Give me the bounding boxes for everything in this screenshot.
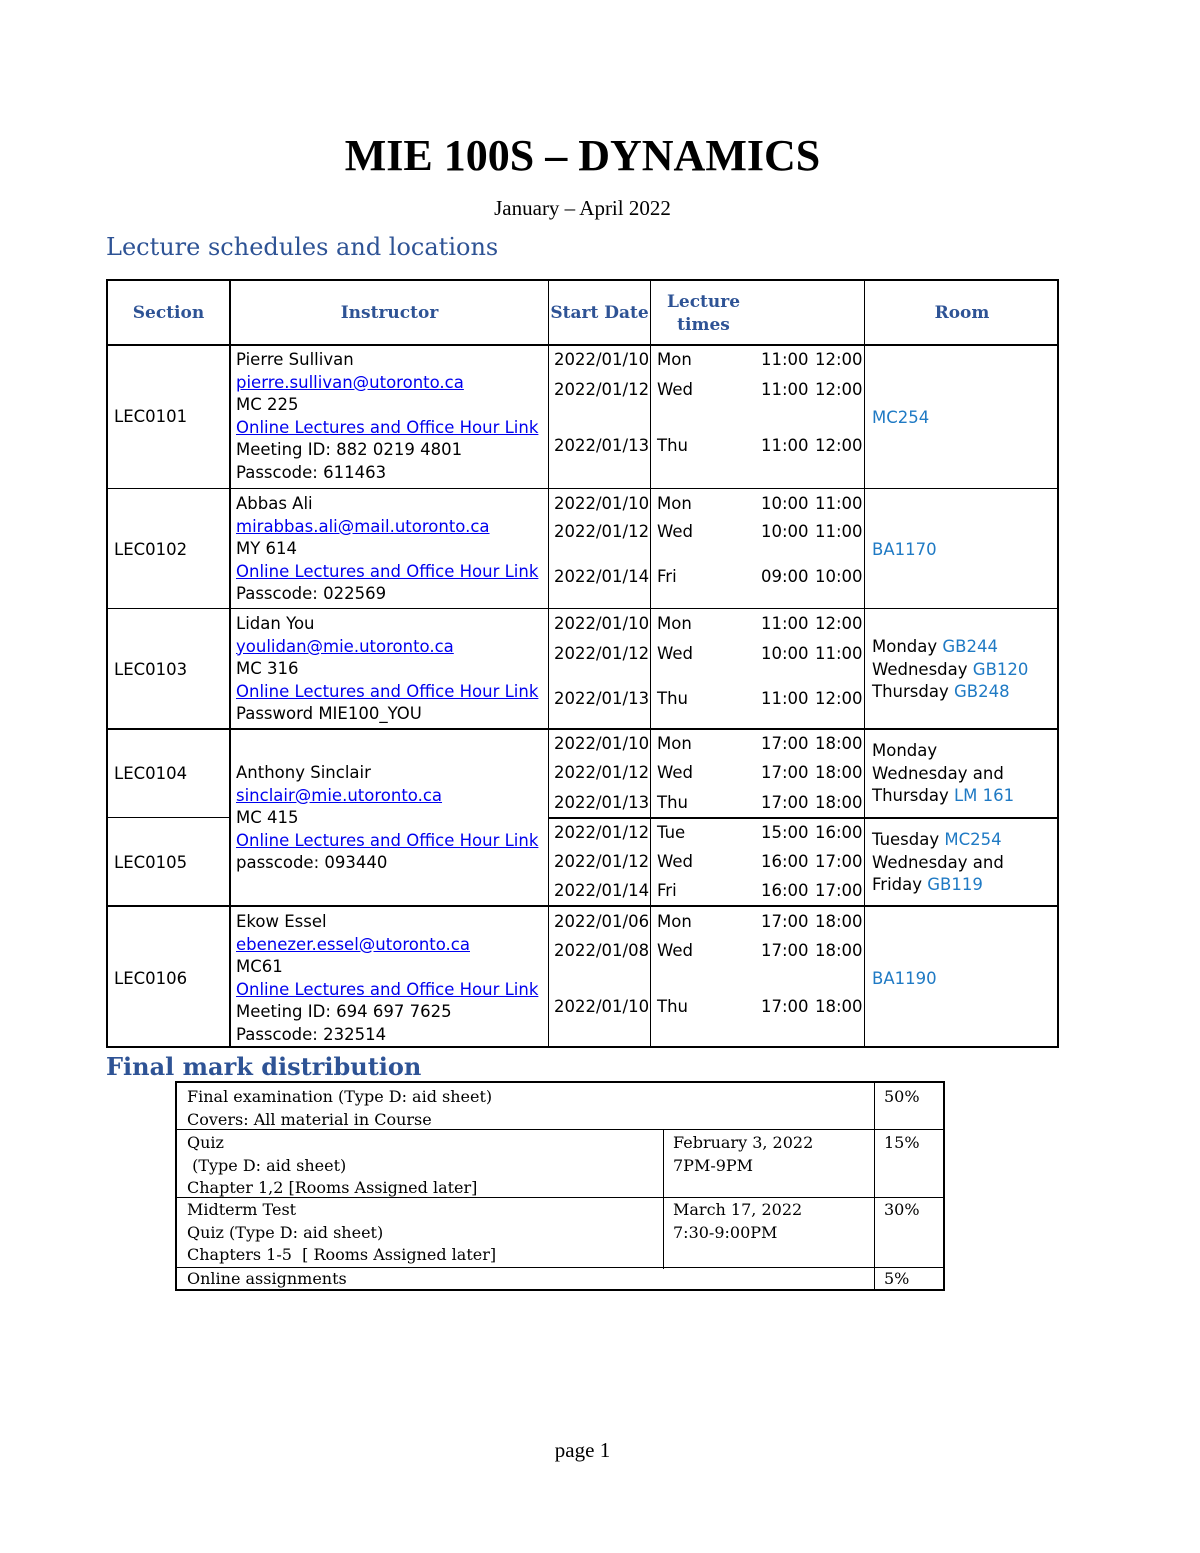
mark-item-weight: 30% bbox=[884, 1200, 920, 1219]
start-date: 2022/01/10 bbox=[554, 614, 650, 633]
lecture-end: 17:00 bbox=[815, 881, 863, 900]
marks-table bbox=[175, 1081, 945, 1291]
lecture-start: 17:00 bbox=[761, 997, 809, 1016]
room-link[interactable]: GB120 bbox=[972, 659, 1029, 679]
online-lectures-link[interactable]: Online Lectures and Office Hour Link bbox=[236, 830, 539, 850]
instructor-email-link[interactable]: ebenezer.essel@utoronto.ca bbox=[236, 934, 470, 954]
room-link[interactable]: GB119 bbox=[927, 875, 983, 894]
section-id: LEC0105 bbox=[114, 853, 188, 872]
lecture-start: 17:00 bbox=[761, 941, 809, 960]
room-link[interactable]: MC254 bbox=[872, 408, 930, 427]
lecture-start: 11:00 bbox=[761, 380, 809, 399]
lecture-day: Thu bbox=[657, 793, 688, 812]
start-date: 2022/01/08 bbox=[554, 941, 650, 960]
instructor-name: Lidan You bbox=[236, 614, 315, 633]
lecture-start: 17:00 bbox=[761, 763, 809, 782]
lecture-end: 18:00 bbox=[815, 793, 863, 812]
lecture-start: 10:00 bbox=[761, 494, 809, 513]
lecture-end: 12:00 bbox=[815, 350, 863, 369]
lecture-day: Wed bbox=[657, 763, 693, 782]
office: MC 415 bbox=[236, 808, 299, 827]
start-date: 2022/01/12 bbox=[554, 763, 650, 782]
lecture-start: 16:00 bbox=[761, 852, 809, 871]
lecture-start: 17:00 bbox=[761, 734, 809, 753]
lecture-start: 11:00 bbox=[761, 614, 809, 633]
lecture-day: Mon bbox=[657, 734, 692, 753]
instructor-cell bbox=[236, 762, 538, 875]
section-id: LEC0104 bbox=[114, 764, 188, 783]
room-line: Tuesday MC254 bbox=[872, 830, 1002, 849]
start-date: 2022/01/10 bbox=[554, 494, 650, 513]
lecture-heading: Lecture schedules and locations bbox=[106, 233, 499, 261]
start-date: 2022/01/12 bbox=[554, 823, 650, 842]
lecture-end: 17:00 bbox=[815, 852, 863, 871]
lecture-end: 10:00 bbox=[815, 567, 863, 586]
header-room: Room bbox=[934, 303, 990, 323]
lecture-end: 11:00 bbox=[815, 522, 863, 541]
lecture-day: Mon bbox=[657, 912, 692, 931]
lecture-end: 18:00 bbox=[815, 763, 863, 782]
section-id: LEC0106 bbox=[114, 969, 188, 988]
office: MC 316 bbox=[236, 659, 299, 678]
instructor-name: Anthony Sinclair bbox=[236, 763, 371, 782]
start-date: 2022/01/14 bbox=[554, 567, 650, 586]
page-number: page 1 bbox=[554, 1438, 611, 1462]
lecture-start: 11:00 bbox=[761, 689, 809, 708]
room-cell bbox=[872, 740, 1014, 808]
passcode: Passcode: 611463 bbox=[236, 462, 387, 482]
office: MC61 bbox=[236, 957, 283, 976]
start-date: 2022/01/10 bbox=[554, 734, 650, 753]
room-line: Monday bbox=[872, 741, 938, 760]
header-lecture: Lecture bbox=[666, 292, 741, 312]
instructor-cell bbox=[236, 493, 538, 606]
office: MC 225 bbox=[236, 395, 299, 414]
mark-item-desc: Online assignments bbox=[187, 1269, 347, 1288]
section-id: LEC0103 bbox=[114, 660, 188, 679]
instructor-email-link[interactable]: youlidan@mie.utoronto.ca bbox=[236, 636, 454, 656]
lecture-start: 15:00 bbox=[761, 823, 809, 842]
passcode: Passcode: 232514 bbox=[236, 1024, 387, 1044]
password: Password MIE100_YOU bbox=[236, 704, 422, 723]
lecture-end: 11:00 bbox=[815, 494, 863, 513]
start-date: 2022/01/10 bbox=[554, 350, 650, 369]
lecture-day: Mon bbox=[657, 350, 692, 369]
lecture-start: 17:00 bbox=[761, 912, 809, 931]
mark-item-weight: 5% bbox=[884, 1269, 910, 1288]
instructor-email-link[interactable]: pierre.sullivan@utoronto.ca bbox=[236, 372, 464, 392]
header-instructor: Instructor bbox=[340, 303, 439, 323]
lecture-end: 12:00 bbox=[815, 436, 863, 455]
lecture-day: Fri bbox=[657, 567, 677, 586]
instructor-email-link[interactable]: sinclair@mie.utoronto.ca bbox=[236, 785, 443, 805]
room-cell bbox=[872, 829, 1004, 897]
section-id: LEC0102 bbox=[114, 540, 188, 559]
header-start-date: Start Date bbox=[550, 303, 649, 323]
lecture-day: Fri bbox=[657, 881, 677, 900]
lecture-day: Thu bbox=[657, 436, 688, 455]
section-id: LEC0101 bbox=[114, 407, 188, 426]
room-link[interactable]: BA1170 bbox=[872, 540, 937, 559]
room-link[interactable]: MC254 bbox=[944, 830, 1002, 849]
start-date: 2022/01/13 bbox=[554, 689, 650, 708]
room-cell bbox=[872, 636, 1028, 704]
room-link[interactable]: BA1190 bbox=[872, 969, 937, 988]
room-line: Wednesday and bbox=[872, 852, 1004, 872]
lecture-end: 16:00 bbox=[815, 823, 863, 842]
marks-heading: Final mark distribution bbox=[106, 1052, 422, 1081]
mark-item-when: February 3, 2022 7PM-9PM bbox=[673, 1133, 814, 1175]
instructor-cell bbox=[236, 911, 538, 1046]
lecture-end: 12:00 bbox=[815, 614, 863, 633]
start-date: 2022/01/12 bbox=[554, 852, 650, 871]
lecture-day: Wed bbox=[657, 644, 693, 663]
lecture-day: Wed bbox=[657, 522, 693, 541]
instructor-name: Abbas Ali bbox=[236, 494, 313, 513]
lecture-day: Thu bbox=[657, 997, 688, 1016]
start-date: 2022/01/10 bbox=[554, 997, 650, 1016]
room-line: Thursday LM 161 bbox=[872, 786, 1015, 805]
passcode: Passcode: 022569 bbox=[236, 584, 387, 603]
meeting-id: Meeting ID: 694 697 7625 bbox=[236, 1002, 452, 1021]
lecture-day: Mon bbox=[657, 614, 692, 633]
instructor-cell bbox=[236, 349, 538, 484]
lecture-end: 18:00 bbox=[815, 912, 863, 931]
instructor-name: Pierre Sullivan bbox=[236, 350, 354, 369]
lecture-end: 18:00 bbox=[815, 941, 863, 960]
office: MY 614 bbox=[236, 539, 298, 558]
instructor-name: Ekow Essel bbox=[236, 912, 327, 931]
mark-item-desc: Final examination (Type D: aid sheet) Covers: All material in Course bbox=[187, 1087, 493, 1129]
online-lectures-link[interactable]: Online Lectures and Office Hour Link bbox=[236, 417, 539, 437]
lecture-start: 09:00 bbox=[761, 567, 809, 586]
lecture-day: Wed bbox=[657, 852, 693, 871]
room-line: Wednesday and bbox=[872, 763, 1004, 783]
lecture-start: 10:00 bbox=[761, 644, 809, 663]
start-date: 2022/01/13 bbox=[554, 436, 650, 455]
lecture-end: 12:00 bbox=[815, 689, 863, 708]
start-date: 2022/01/12 bbox=[554, 644, 650, 663]
lecture-day: Thu bbox=[657, 689, 688, 708]
start-date: 2022/01/12 bbox=[554, 522, 650, 541]
room-line: Thursday GB248 bbox=[872, 682, 1010, 701]
lecture-start: 10:00 bbox=[761, 522, 809, 541]
start-date: 2022/01/14 bbox=[554, 881, 650, 900]
room-line: Friday GB119 bbox=[872, 875, 983, 894]
online-lectures-link[interactable]: Online Lectures and Office Hour Link bbox=[236, 979, 539, 999]
instructor-email-link[interactable]: mirabbas.ali@mail.utoronto.ca bbox=[236, 516, 490, 536]
mark-item-desc: Quiz (Type D: aid sheet) Chapter 1,2 [Rooms Assigned later] bbox=[187, 1133, 478, 1197]
room-link[interactable]: GB244 bbox=[942, 637, 998, 656]
lecture-end: 18:00 bbox=[815, 997, 863, 1016]
lecture-day: Mon bbox=[657, 494, 692, 513]
start-date: 2022/01/06 bbox=[554, 912, 650, 931]
lecture-end: 12:00 bbox=[815, 380, 863, 399]
header-times: times bbox=[677, 315, 730, 335]
lecture-day: Wed bbox=[657, 380, 693, 399]
term-subtitle: January – April 2022 bbox=[494, 196, 671, 220]
online-lectures-link[interactable]: Online Lectures and Office Hour Link bbox=[236, 681, 539, 701]
schedule-table bbox=[106, 279, 1059, 1048]
room-link[interactable]: GB248 bbox=[953, 682, 1010, 701]
mark-item-desc: Midterm Test Quiz (Type D: aid sheet) Chapters 1-5 [ Rooms Assigned later] bbox=[187, 1200, 497, 1264]
passcode: passcode: 093440 bbox=[236, 853, 388, 872]
instructor-cell bbox=[236, 613, 538, 726]
lecture-start: 11:00 bbox=[761, 350, 809, 369]
mark-item-weight: 50% bbox=[884, 1087, 920, 1106]
lecture-end: 11:00 bbox=[815, 644, 863, 663]
page-title: MIE 100S – DYNAMICS bbox=[344, 131, 821, 180]
mark-item-when: March 17, 2022 7:30-9:00PM bbox=[673, 1200, 803, 1242]
lecture-start: 11:00 bbox=[761, 436, 809, 455]
room-line: Monday GB244 bbox=[872, 637, 998, 656]
meeting-id: Meeting ID: 882 0219 4801 bbox=[236, 440, 463, 459]
lecture-start: 17:00 bbox=[761, 793, 809, 812]
lecture-start: 16:00 bbox=[761, 881, 809, 900]
start-date: 2022/01/12 bbox=[554, 380, 650, 399]
mark-item-weight: 15% bbox=[884, 1133, 920, 1152]
start-date: 2022/01/13 bbox=[554, 793, 650, 812]
lecture-end: 18:00 bbox=[815, 734, 863, 753]
lecture-day: Wed bbox=[657, 941, 693, 960]
room-line: Wednesday GB120 bbox=[872, 659, 1029, 679]
room-link[interactable]: LM 161 bbox=[953, 786, 1015, 805]
lecture-day: Tue bbox=[657, 823, 686, 842]
online-lectures-link[interactable]: Online Lectures and Office Hour Link bbox=[236, 561, 539, 581]
header-section: Section bbox=[132, 303, 205, 323]
